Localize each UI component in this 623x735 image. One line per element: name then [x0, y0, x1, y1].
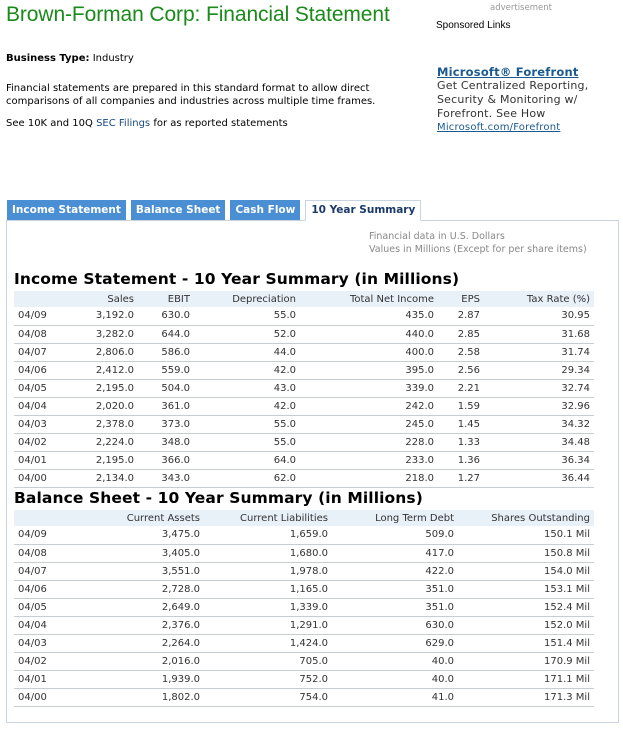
column-header: Depreciation	[194, 291, 300, 307]
income-summary-title: Income Statement - 10 Year Summary (in Millions)	[14, 270, 460, 288]
period-cell: 04/00	[14, 688, 66, 706]
value-cell: 2,264.0	[66, 634, 204, 652]
value-cell: 151.4 Mil	[458, 634, 594, 652]
value-cell: 2,806.0	[66, 343, 138, 361]
table-row	[14, 451, 594, 469]
value-cell: 62.0	[194, 469, 300, 487]
ad-block	[437, 65, 617, 135]
value-cell: 1,424.0	[204, 634, 332, 652]
balance-summary-title: Balance Sheet - 10 Year Summary (in Millions)	[14, 489, 423, 507]
table-row	[14, 670, 594, 688]
value-cell: 2,195.0	[66, 379, 138, 397]
value-cell: 395.0	[300, 361, 438, 379]
value-cell: 1,165.0	[204, 580, 332, 598]
value-cell: 2,016.0	[66, 652, 204, 670]
table-row	[14, 397, 594, 415]
period-cell: 04/09	[14, 526, 66, 544]
value-cell: 1.33	[438, 433, 484, 451]
table-row	[14, 598, 594, 616]
value-cell: 2,134.0	[66, 469, 138, 487]
value-cell: 705.0	[204, 652, 332, 670]
column-header: Current Liabilities	[204, 510, 332, 526]
table-row	[14, 652, 594, 670]
value-cell: 171.1 Mil	[458, 670, 594, 688]
currency-note	[369, 230, 587, 256]
value-cell: 2.87	[438, 307, 484, 325]
value-cell: 417.0	[332, 544, 458, 562]
value-cell: 504.0	[138, 379, 194, 397]
value-cell: 2,020.0	[66, 397, 138, 415]
value-cell: 242.0	[300, 397, 438, 415]
value-cell: 373.0	[138, 415, 194, 433]
tab-cash-flow[interactable]: Cash Flow	[230, 200, 300, 220]
value-cell: 586.0	[138, 343, 194, 361]
table-header-row	[14, 291, 594, 307]
value-cell: 29.34	[484, 361, 594, 379]
period-cell: 04/07	[14, 343, 66, 361]
value-cell: 400.0	[300, 343, 438, 361]
value-cell: 150.8 Mil	[458, 544, 594, 562]
period-cell: 04/08	[14, 325, 66, 343]
value-cell: 3,282.0	[66, 325, 138, 343]
value-cell: 339.0	[300, 379, 438, 397]
value-cell: 3,475.0	[66, 526, 204, 544]
value-cell: 31.68	[484, 325, 594, 343]
value-cell: 228.0	[300, 433, 438, 451]
table-row	[14, 343, 594, 361]
value-cell: 752.0	[204, 670, 332, 688]
value-cell: 150.1 Mil	[458, 526, 594, 544]
column-header: EPS	[438, 291, 484, 307]
value-cell: 629.0	[332, 634, 458, 652]
value-cell: 42.0	[194, 361, 300, 379]
table-row	[14, 544, 594, 562]
value-cell: 30.95	[484, 307, 594, 325]
summary-panel	[6, 220, 619, 723]
table-row	[14, 361, 594, 379]
currency-note-line1: Financial data in U.S. Dollars	[369, 231, 505, 242]
table-row	[14, 325, 594, 343]
table-header-row	[14, 510, 594, 526]
column-header: Shares Outstanding	[458, 510, 594, 526]
table-row	[14, 469, 594, 487]
page-title: Brown-Forman Corp: Financial Statement	[6, 3, 390, 26]
value-cell: 55.0	[194, 307, 300, 325]
period-cell: 04/09	[14, 307, 66, 325]
value-cell: 361.0	[138, 397, 194, 415]
value-cell: 55.0	[194, 415, 300, 433]
column-header: Tax Rate (%)	[484, 291, 594, 307]
value-cell: 559.0	[138, 361, 194, 379]
value-cell: 1,291.0	[204, 616, 332, 634]
value-cell: 754.0	[204, 688, 332, 706]
sponsored-links-label: Sponsored Links	[436, 20, 511, 31]
value-cell: 153.1 Mil	[458, 580, 594, 598]
value-cell: 2,649.0	[66, 598, 204, 616]
value-cell: 1.59	[438, 397, 484, 415]
value-cell: 1,978.0	[204, 562, 332, 580]
currency-note-line2: Values in Millions (Except for per share items)	[369, 244, 587, 255]
tab-10-year-summary[interactable]: 10 Year Summary	[305, 200, 421, 221]
period-cell: 04/01	[14, 670, 66, 688]
period-cell: 04/08	[14, 544, 66, 562]
column-header: Long Term Debt	[332, 510, 458, 526]
table-row	[14, 580, 594, 598]
value-cell: 422.0	[332, 562, 458, 580]
value-cell: 218.0	[300, 469, 438, 487]
table-row	[14, 634, 594, 652]
value-cell: 31.74	[484, 343, 594, 361]
column-header: EBIT	[138, 291, 194, 307]
period-cell: 04/02	[14, 433, 66, 451]
ad-body: Get Centralized Reporting, Security & Monitoring w/ Forefront. See How	[437, 79, 589, 120]
table-row	[14, 688, 594, 706]
value-cell: 32.74	[484, 379, 594, 397]
period-cell: 04/00	[14, 469, 66, 487]
value-cell: 41.0	[332, 688, 458, 706]
value-cell: 32.96	[484, 397, 594, 415]
sec-suffix: for as reported statements	[150, 118, 288, 129]
value-cell: 2,378.0	[66, 415, 138, 433]
value-cell: 2.56	[438, 361, 484, 379]
table-row	[14, 616, 594, 634]
value-cell: 2.58	[438, 343, 484, 361]
period-cell: 04/01	[14, 451, 66, 469]
column-header	[14, 291, 66, 307]
business-type-value: Industry	[89, 53, 134, 64]
business-type-label: Business Type:	[6, 53, 90, 64]
value-cell: 2,376.0	[66, 616, 204, 634]
table-row	[14, 562, 594, 580]
table-row	[14, 433, 594, 451]
value-cell: 34.32	[484, 415, 594, 433]
business-type	[6, 53, 134, 64]
value-cell: 2,728.0	[66, 580, 204, 598]
value-cell: 2,224.0	[66, 433, 138, 451]
value-cell: 170.9 Mil	[458, 652, 594, 670]
value-cell: 154.0 Mil	[458, 562, 594, 580]
balance-summary-table	[14, 510, 594, 707]
value-cell: 351.0	[332, 580, 458, 598]
period-cell: 04/05	[14, 379, 66, 397]
value-cell: 55.0	[194, 433, 300, 451]
value-cell: 366.0	[138, 451, 194, 469]
value-cell: 64.0	[194, 451, 300, 469]
value-cell: 435.0	[300, 307, 438, 325]
value-cell: 348.0	[138, 433, 194, 451]
tab-balance-sheet[interactable]: Balance Sheet	[131, 200, 226, 220]
value-cell: 644.0	[138, 325, 194, 343]
value-cell: 152.0 Mil	[458, 616, 594, 634]
value-cell: 233.0	[300, 451, 438, 469]
sec-prefix: See 10K and 10Q	[6, 118, 97, 129]
period-cell: 04/02	[14, 652, 66, 670]
value-cell: 1,659.0	[204, 526, 332, 544]
value-cell: 3,405.0	[66, 544, 204, 562]
sec-filings-link[interactable]: SEC Filings	[96, 118, 151, 129]
value-cell: 1,802.0	[66, 688, 204, 706]
value-cell: 3,551.0	[66, 562, 204, 580]
value-cell: 40.0	[332, 652, 458, 670]
value-cell: 440.0	[300, 325, 438, 343]
period-cell: 04/04	[14, 616, 66, 634]
value-cell: 630.0	[138, 307, 194, 325]
value-cell: 509.0	[332, 526, 458, 544]
value-cell: 351.0	[332, 598, 458, 616]
table-row	[14, 307, 594, 325]
value-cell: 1.36	[438, 451, 484, 469]
ad-title-link[interactable]: Microsoft® Forefront	[437, 65, 579, 79]
period-cell: 04/06	[14, 580, 66, 598]
ad-url-link[interactable]: Microsoft.com/Forefront	[437, 122, 561, 133]
value-cell: 1,680.0	[204, 544, 332, 562]
description: Financial statements are prepared in this standard format to allow direct comparisons of all companies and industries across multiple time frames.	[6, 83, 376, 107]
value-cell: 1.27	[438, 469, 484, 487]
value-cell: 36.44	[484, 469, 594, 487]
value-cell: 630.0	[332, 616, 458, 634]
advertisement-label: advertisement	[490, 3, 552, 13]
value-cell: 3,192.0	[66, 307, 138, 325]
value-cell: 171.3 Mil	[458, 688, 594, 706]
value-cell: 44.0	[194, 343, 300, 361]
value-cell: 1.45	[438, 415, 484, 433]
period-cell: 04/03	[14, 415, 66, 433]
value-cell: 42.0	[194, 397, 300, 415]
value-cell: 34.48	[484, 433, 594, 451]
period-cell: 04/06	[14, 361, 66, 379]
sec-filings-line	[6, 118, 288, 129]
value-cell: 52.0	[194, 325, 300, 343]
value-cell: 1,939.0	[66, 670, 204, 688]
table-row	[14, 379, 594, 397]
column-header: Sales	[66, 291, 138, 307]
value-cell: 245.0	[300, 415, 438, 433]
tab-income-statement[interactable]: Income Statement	[7, 200, 126, 220]
table-row	[14, 526, 594, 544]
table-row	[14, 415, 594, 433]
value-cell: 36.34	[484, 451, 594, 469]
value-cell: 43.0	[194, 379, 300, 397]
income-summary-table	[14, 291, 594, 488]
column-header: Current Assets	[66, 510, 204, 526]
value-cell: 343.0	[138, 469, 194, 487]
period-cell: 04/03	[14, 634, 66, 652]
value-cell: 40.0	[332, 670, 458, 688]
period-cell: 04/07	[14, 562, 66, 580]
column-header: Total Net Income	[300, 291, 438, 307]
value-cell: 2.21	[438, 379, 484, 397]
value-cell: 2.85	[438, 325, 484, 343]
value-cell: 2,195.0	[66, 451, 138, 469]
column-header	[14, 510, 66, 526]
tab-bar	[7, 200, 426, 221]
value-cell: 2,412.0	[66, 361, 138, 379]
period-cell: 04/05	[14, 598, 66, 616]
period-cell: 04/04	[14, 397, 66, 415]
value-cell: 1,339.0	[204, 598, 332, 616]
value-cell: 152.4 Mil	[458, 598, 594, 616]
